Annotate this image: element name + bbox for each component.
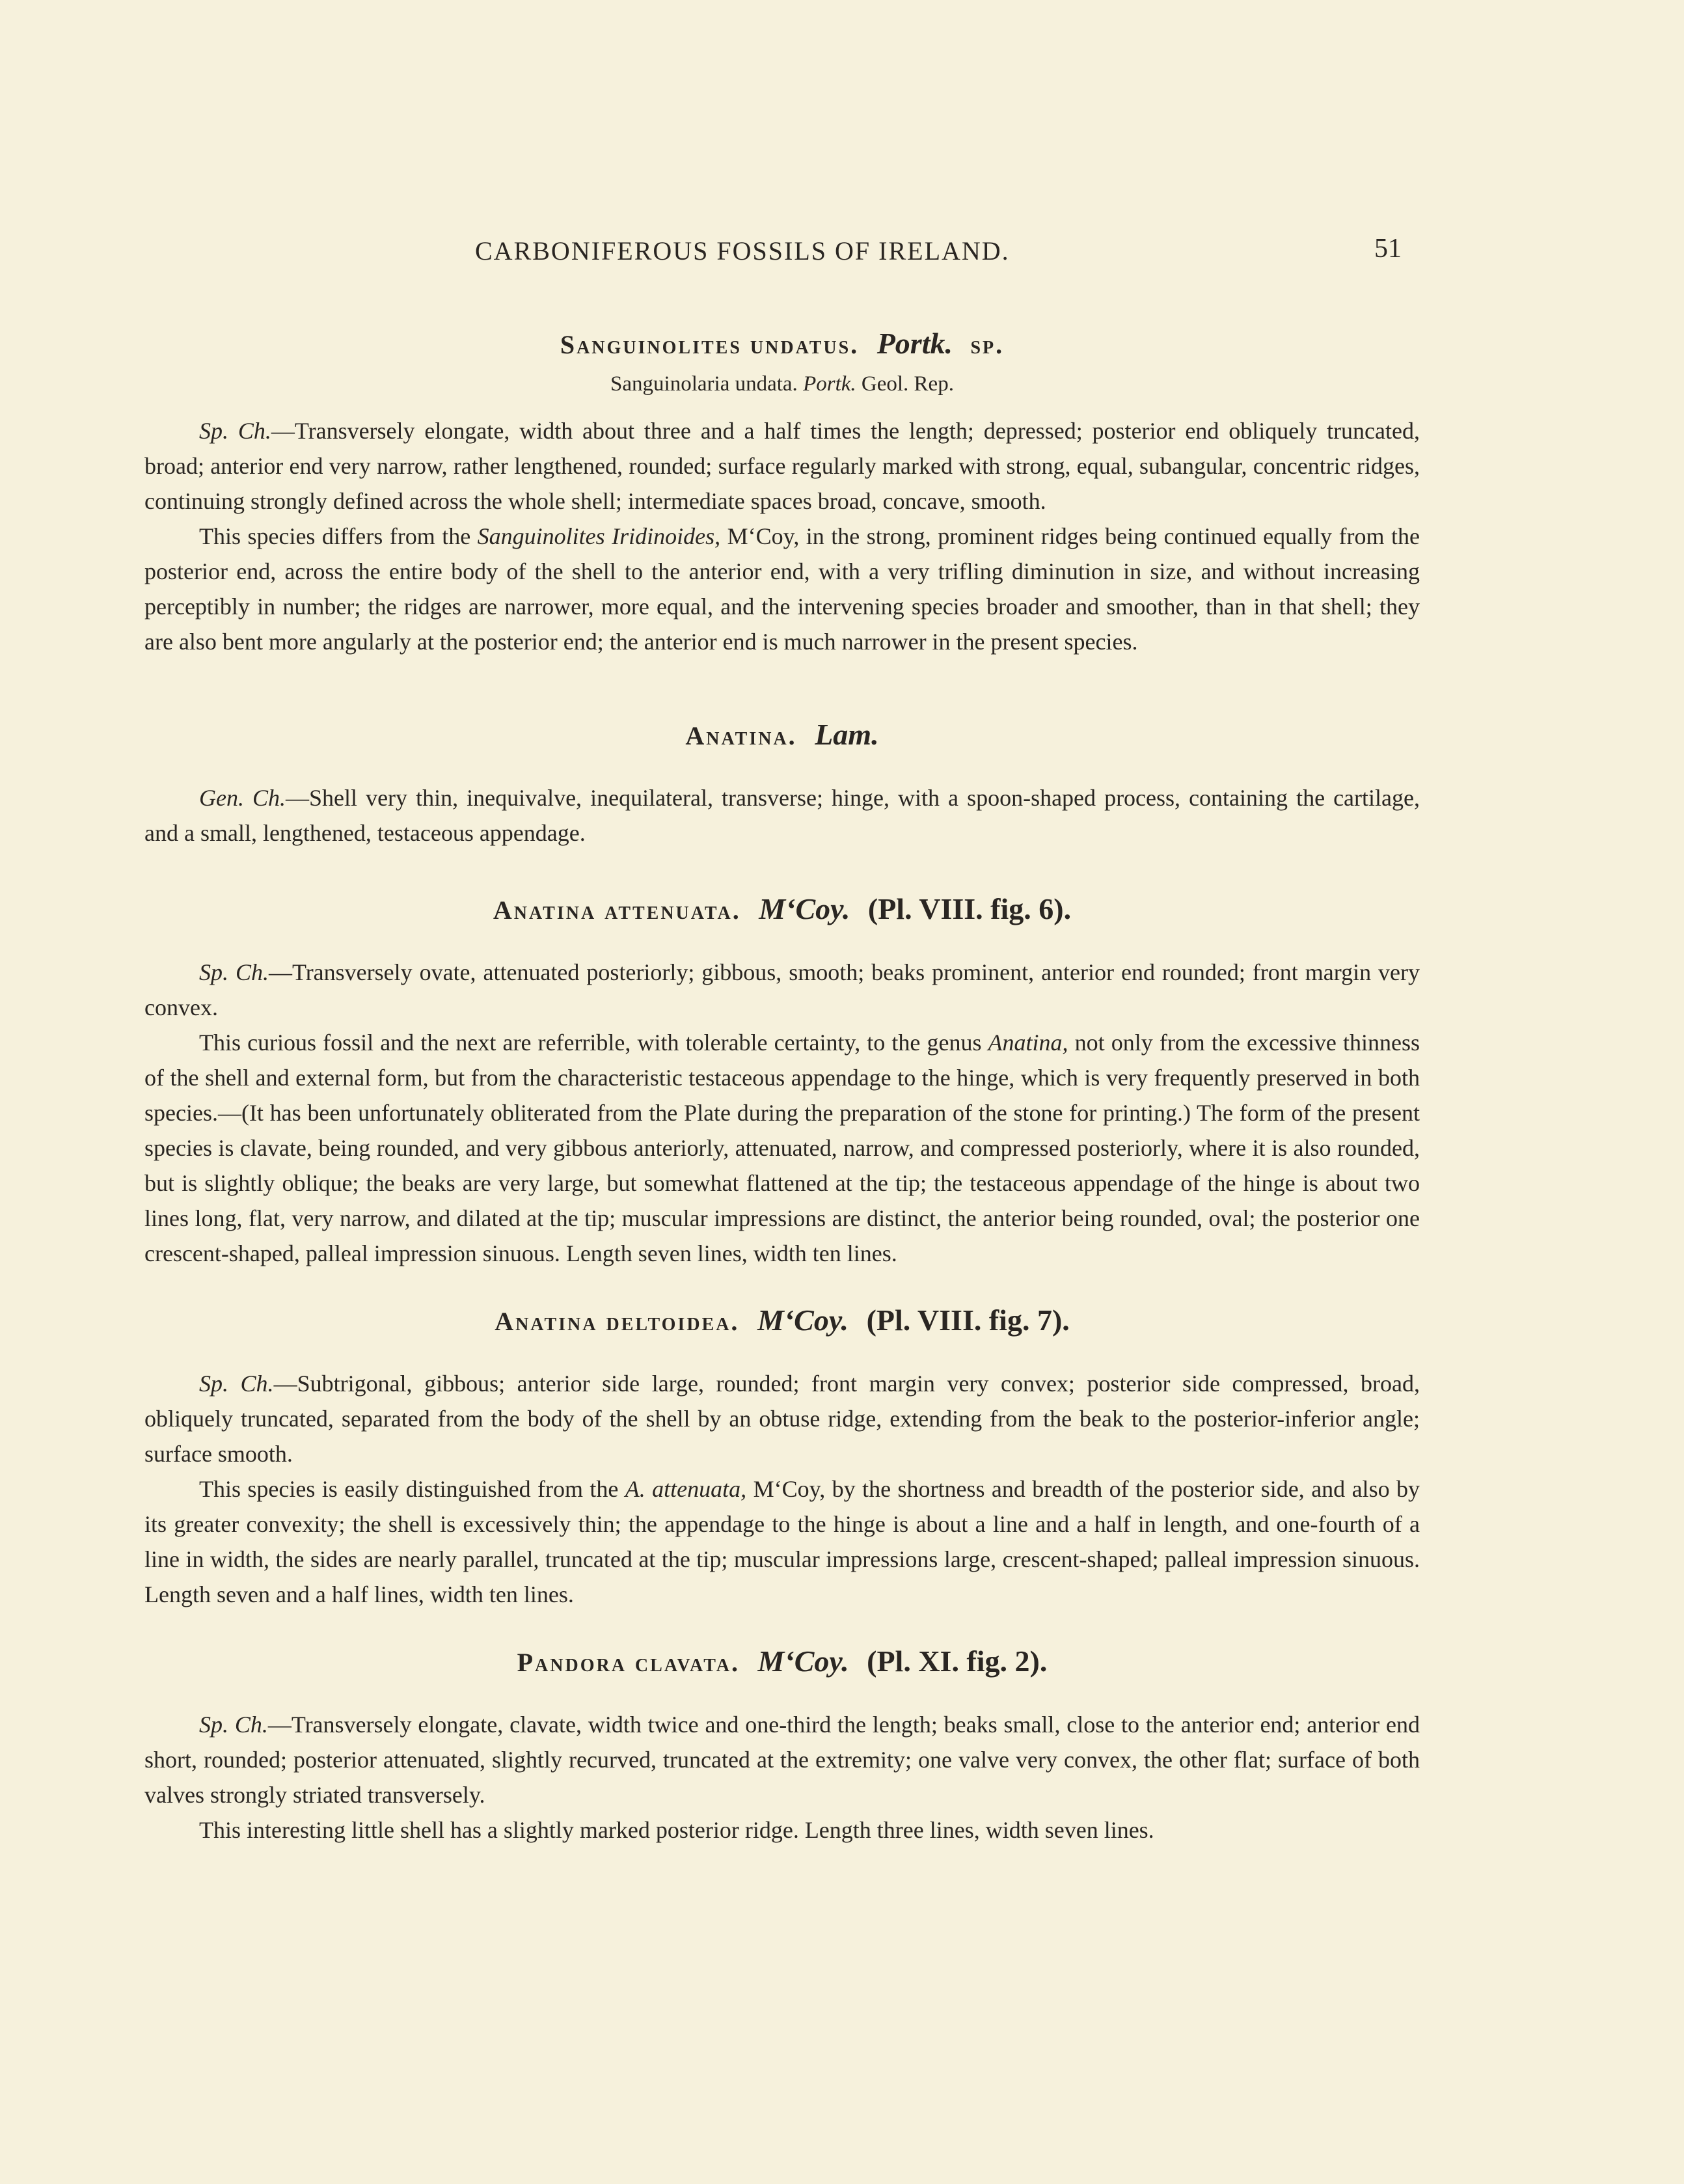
description-paragraph: [144, 1471, 1420, 1612]
synonym-source: Geol. Rep.: [861, 372, 954, 396]
genus-name: Anatina.: [685, 721, 797, 750]
description-text: M‘Coy, by the shortness and breadth of the posterior side, and also by its greater convexity; the shell is excessively thin; the appendage to the hinge is about a line and a half in length, and one-fourth of a line in width, the sides are nearly parallel, truncated at the tip; muscular impressions large, crescent-shaped; palleal impression sinuous. Length seven and a half lines, width ten lines.: [144, 1476, 1420, 1607]
char-label: Sp. Ch.: [199, 1712, 268, 1738]
char-text: —Transversely ovate, attenuated posteriorly; gibbous, smooth; beaks prominent, anterior end rounded; front margin very convex.: [144, 959, 1420, 1020]
description-paragraph: [144, 519, 1420, 659]
species-name: Anatina deltoidea.: [495, 1307, 740, 1336]
description-paragraph: [144, 1025, 1420, 1271]
char-text: —Transversely elongate, width about three and a half times the length; depressed; posterior end obliquely truncated, broad; anterior end very narrow, rather lengthened, rounded; surface regularly marked with strong, equal, subangular, concentric ridges, continuing strongly defined across the whole shell; intermediate spaces broad, concave, smooth.: [144, 418, 1420, 514]
char-text: —Subtrigonal, gibbous; anterior side large, rounded; front margin very convex; posterior side compressed, broad, obliquely truncated, separated from the body of the shell by an obtuse ridge, extending from the beak to the posterior-inferior angle; surface smooth.: [144, 1371, 1420, 1467]
specific-characters: [144, 955, 1420, 1025]
plate-reference: (Pl. XI. fig. 2).: [867, 1645, 1048, 1678]
section-anatina-attenuata: [144, 891, 1420, 1271]
section-anatina-genus: [144, 717, 1420, 851]
description-text: not only from the excessive thinness of the shell and external form, but from the characteristic testaceous appendage to the hinge, which is very frequently preserved in both species.—(It has been unfortunately obliterated from the Plate during the preparation of the stone for printing.) The form of the present species is clavate, being rounded, and very gibbous anteriorly, attenuated, narrow, and compressed posteriorly, where it is also rounded, but is slightly oblique; the beaks are very large, but somewhat flattened at the tip; the testaceous appendage of the hinge is about two lines long, flat, very narrow, and dilated at the tip; muscular impressions are distinct, the anterior being rounded, oval; the posterior one crescent-shaped, palleal impression sinuous. Length seven lines, width ten lines.: [144, 1030, 1420, 1266]
specific-characters: [144, 1707, 1420, 1812]
species-authority: M‘Coy.: [757, 1645, 849, 1678]
specific-characters: [144, 413, 1420, 519]
description-italic: A. attenuata,: [625, 1476, 747, 1502]
species-heading: [144, 1643, 1420, 1681]
species-heading: [144, 325, 1420, 363]
main-text: [144, 325, 1420, 1848]
synonym-author: Portk.: [803, 372, 856, 396]
section-anatina-deltoidea: [144, 1302, 1420, 1612]
species-authority: Portk.: [876, 327, 953, 360]
species-heading: [144, 891, 1420, 929]
description-text: This species differs from the: [199, 523, 478, 549]
char-label: Sp. Ch.: [199, 1371, 274, 1397]
char-label: Sp. Ch.: [199, 418, 271, 444]
genus-authority: Lam.: [815, 718, 879, 751]
species-authority: M‘Coy.: [757, 1304, 849, 1337]
species-authority: M‘Coy.: [759, 892, 850, 925]
description-text: This curious fossil and the next are referrible, with tolerable certainty, to the genus: [199, 1030, 988, 1056]
running-head: CARBONIFEROUS FOSSILS OF IRELAND.: [475, 236, 1010, 266]
description-text: This species is easily distinguished from the: [199, 1476, 625, 1502]
genus-heading: [144, 717, 1420, 754]
description-text: M‘Coy, in the strong, prominent ridges being continued equally from the posterior end, across the entire body of the shell to the anterior end, with a very trifling diminution in size, and without increasing perceptibly in number; the ridges are narrower, more equal, and the intervening species broader and smoother, than in that shell; they are also bent more angularly at the posterior end; the anterior end is much narrower in the present species.: [144, 523, 1420, 655]
description-italic: Sanguinolites Iridinoides,: [477, 523, 721, 549]
plate-reference: (Pl. VIII. fig. 6).: [867, 892, 1072, 925]
plate-reference: (Pl. VIII. fig. 7).: [866, 1304, 1070, 1337]
species-heading: [144, 1302, 1420, 1340]
char-label: Gen. Ch.: [199, 785, 286, 811]
section-pandora-clavata: [144, 1643, 1420, 1848]
species-suffix: sp.: [970, 330, 1005, 359]
generic-characters: [144, 780, 1420, 851]
description-paragraph: This interesting little shell has a slightly marked posterior ridge. Length three lines, width seven lines.: [199, 1817, 1154, 1843]
char-text: —Shell very thin, inequivalve, inequilateral, transverse; hinge, with a spoon-shaped process, containing the cartilage, and a small, lengthened, testaceous appendage.: [144, 785, 1420, 846]
synonym-name: Sanguinolaria undata.: [610, 372, 798, 396]
section-sanguinolites-undatus: [144, 325, 1420, 659]
char-text: —Transversely elongate, clavate, width twice and one-third the length; beaks small, close to the anterior end; anterior end short, rounded; posterior attenuated, slightly recurved, truncated at the extremity; one valve very convex, the other flat; surface of both valves strongly striated transversely.: [144, 1712, 1420, 1808]
species-name: Sanguinolites undatus.: [560, 330, 860, 359]
specific-characters: [144, 1366, 1420, 1471]
char-label: Sp. Ch.: [199, 959, 269, 985]
species-name: Anatina attenuata.: [493, 895, 741, 925]
page-number: 51: [1374, 234, 1402, 264]
description-italic: Anatina,: [988, 1030, 1068, 1056]
species-name: Pandora clavata.: [517, 1648, 740, 1677]
synonym-reference: [144, 372, 1420, 396]
